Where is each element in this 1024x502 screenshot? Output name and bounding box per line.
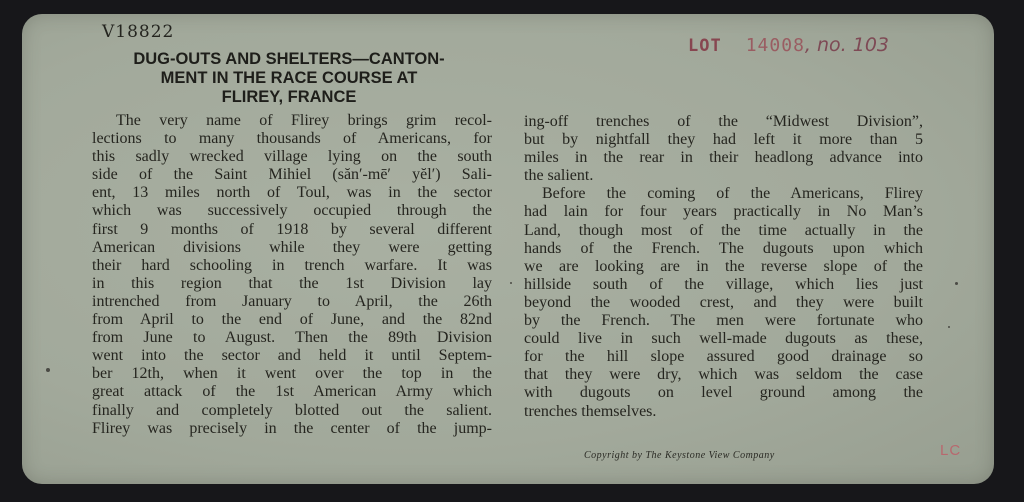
text-line: beyond the wooded crest, and they were built	[524, 293, 923, 311]
paper-speck	[955, 282, 958, 285]
paper-speck	[46, 368, 50, 372]
text-line: lections to many thousands of Americans, for	[92, 130, 492, 148]
text-line: from April to the end of June, and the 82nd	[92, 311, 492, 329]
text-line: for the hill slope assured good drainage so	[524, 348, 923, 366]
text-line: we are looking are in the reverse slope of the	[524, 257, 923, 275]
lot-number: 14008	[745, 35, 805, 56]
text-line: with dugouts on level ground among the	[524, 384, 923, 402]
text-line: Land, though most of the time actually in the	[524, 221, 923, 239]
lot-stamp	[688, 34, 889, 56]
text-line: this sadly wrecked village lying on the south	[92, 148, 492, 166]
lc-mark: LC	[940, 442, 962, 459]
text-line: first 9 months of 1918 by several different	[92, 220, 492, 238]
text-line: Flirey was precisely in the center of the jump-	[92, 419, 492, 437]
text-line: which was successively occupied through the	[92, 202, 492, 220]
text-line: the salient.	[524, 167, 594, 185]
stereograph-card-back	[22, 14, 994, 484]
text-line: hands of the French. The dugouts upon which	[524, 239, 923, 257]
title-line: FLIREY, FRANCE	[221, 88, 357, 106]
text-line: Before the coming of the Americans, Flirey	[542, 185, 923, 203]
title-line: MENT IN THE RACE COURSE AT	[160, 69, 418, 87]
text-line: by the French. The men were fortunate who	[524, 312, 923, 330]
text-line: ber 12th, when it went over the top in the	[92, 365, 492, 383]
paper-speck	[948, 326, 950, 328]
serial-number: V18822	[102, 22, 175, 42]
text-line: The very name of Flirey brings grim recol-	[116, 112, 492, 129]
text-line: ent, 13 miles north of Toul, was in the sector	[92, 184, 492, 202]
text-line: intrenched from January to April, the 26th	[92, 292, 492, 310]
paper-speck	[510, 282, 512, 284]
description-right-column	[524, 113, 923, 421]
text-line: ing-off trenches of the “Midwest Division”,	[524, 113, 923, 130]
lot-label: LOT	[688, 36, 722, 56]
copyright-notice: Copyright by The Keystone View Company	[584, 450, 775, 461]
description-left-column	[92, 112, 492, 438]
text-line: in this region that the 1st Division lay	[92, 274, 492, 292]
text-line: had lain for four years practically in No Man’s	[524, 203, 923, 221]
text-line: side of the Saint Mihiel (săn′-mē′ yĕl′) Sali-	[92, 166, 492, 184]
text-line: trenches themselves.	[524, 402, 657, 420]
text-line: finally and completely blotted out the salient.	[92, 401, 492, 419]
text-line: that they were dry, which was seldom the case	[524, 366, 923, 384]
lot-handwritten-annotation: , no. 103	[804, 34, 889, 56]
text-line: could live in such well-made dugouts as these,	[524, 330, 923, 348]
text-line: their hard schooling in trench warfare. It was	[92, 256, 492, 274]
text-line: but by nightfall they had left it more than 5	[524, 131, 923, 149]
title-line: DUG-OUTS AND SHELTERS—CANTON-	[133, 50, 445, 68]
card-title	[84, 50, 494, 107]
text-line: miles in the rear in their headlong advance into	[524, 149, 923, 167]
text-line: from June to August. Then the 89th Division	[92, 329, 492, 347]
text-line: great attack of the 1st American Army which	[92, 383, 492, 401]
text-line: went into the sector and held it until Septem-	[92, 347, 492, 365]
text-line: hillside south of the village, which lies just	[524, 275, 923, 293]
text-line: American divisions while they were getting	[92, 238, 492, 256]
